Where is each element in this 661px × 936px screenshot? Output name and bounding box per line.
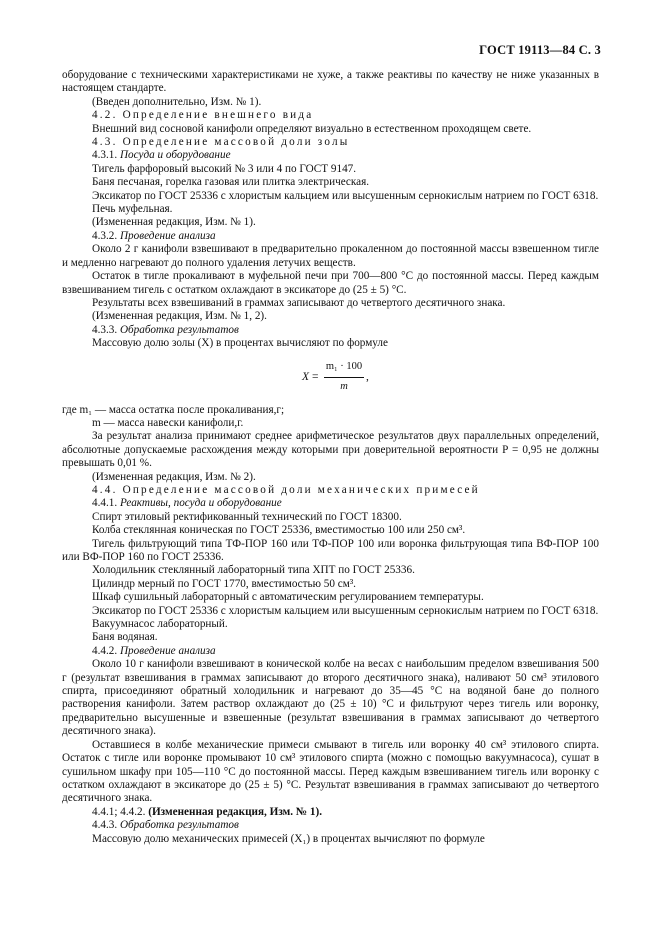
paragraph: Баня водяная. [92, 631, 158, 644]
subsection-title: Посуда и оборудование [119, 149, 231, 162]
subsection-number: 4.3.2. [92, 229, 118, 242]
paragraph: Цилиндр мерный по ГОСТ 1770, вместимостью 50 см³. [92, 577, 356, 590]
subsection-number: 4.4.3. [92, 819, 118, 832]
subsection-title: Обработка результатов [119, 323, 239, 336]
subsection-title: Проведение анализа [119, 644, 216, 657]
subsection-heading [62, 324, 599, 337]
paragraph: Вакуумнасос лабораторный. [92, 618, 228, 631]
subsection-title: Реактивы, посуда и оборудование [119, 497, 282, 510]
paragraph: оборудование с техническими характеристиками не хуже, а также реактивы по качеству не ниже указанных в настоящем стандарте. [62, 69, 599, 95]
formula-denominator: m [340, 380, 348, 392]
paragraph: Около 10 г канифоли взвешивают в конической колбе на весах с наибольшим пределом взвешивания 500 г (результат взвешивания в граммах записывают до второго десятичного знака), наливают 50 см³ этилового спирта, присоединяют обратный холодильник и нагревают до 35—45 °С на водяной бане до полного растворения канифоли. Затем раствор охлаждают до (25 ± 10) °С и фильтруют через тигель или воронку, предварительно высушенные и взвешенные (результат взвешивания в граммах записывают до четвертого десятичного знака). [62, 658, 599, 738]
fraction-bar [324, 377, 364, 378]
paragraph: Массовую долю золы (X) в процентах вычисляют по формуле [92, 337, 388, 350]
section-heading: 4.3. Определение массовой доли золы [92, 136, 350, 149]
paragraph: Холодильник стеклянный лабораторный типа ХПТ по ГОСТ 25336. [92, 564, 415, 577]
amendment-note [62, 806, 599, 819]
paragraph: (Измененная редакция, Изм. № 2). [92, 470, 256, 483]
paragraph: Эксикатор по ГОСТ 25336 с хлористым кальцием или высушенным сернокислым натрием по ГОСТ 6318. [92, 189, 599, 202]
formula-ash [62, 354, 599, 400]
subsection-title: Проведение анализа [119, 229, 216, 242]
subsection-number: 4.4.1. [92, 497, 118, 510]
page-header: ГОСТ 19113—84 С. 3 [479, 43, 601, 57]
subsection-number: 4.4.2. [92, 644, 118, 657]
paragraph: Остаток в тигле прокаливают в муфельной печи при 700—800 °С до постоянной массы. Перед каждым взвешиванием тигель с остатком охлаждают в эксикаторе до (25 ± 5) °С. [62, 270, 599, 296]
subsection-heading [62, 645, 599, 658]
formula-expression [302, 358, 422, 398]
paragraph: Массовую долю механических примесей (X₁) в процентах вычисляют по формуле [92, 832, 485, 845]
paragraph: Шкаф сушильный лабораторный с автоматическим регулированием температуры. [92, 591, 484, 604]
paragraph: Около 2 г канифоли взвешивают в предварительно прокаленном до постоянной массы взвешенном тигле и медленно нагревают до полного удаления летучих веществ. [62, 243, 599, 269]
formula-numerator: m₁ · 100 [325, 360, 363, 372]
paragraph: За результат анализа принимают среднее арифметическое результатов двух параллельных определений, абсолютные допускаемые расхождения между которыми при доверительной вероятности P = 0,95 не должны превышать 0,01 %. [62, 430, 599, 470]
subsection-heading [62, 230, 599, 243]
subsection-number: 4.3.3. [92, 323, 118, 336]
paragraph: Результаты всех взвешиваний в граммах записывают до четвертого десятичного знака. [92, 296, 506, 309]
amendment-label: (Измененная редакция, Изм. № 1). [148, 805, 323, 818]
paragraph: Печь муфельная. [92, 203, 173, 216]
paragraph: m — масса навески канифоли,г. [92, 416, 244, 429]
section-heading: 4.4. Определение массовой доли механических примесей [92, 483, 480, 496]
paragraph: (Введен дополнительно, Изм. № 1). [92, 95, 262, 108]
paragraph: Баня песчаная, горелка газовая или плитка электрическая. [92, 176, 370, 189]
section-heading: 4.2. Определение внешнего вида [92, 109, 314, 122]
paragraph: Тигель фарфоровый высокий № 3 или 4 по ГОСТ 9147. [92, 162, 357, 175]
paragraph: Внешний вид сосновой канифоли определяют визуально в естественном проходящем свете. [92, 122, 532, 135]
paragraph: Колба стеклянная коническая по ГОСТ 25336, вместимостью 100 или 250 см³. [92, 524, 466, 537]
paragraph: (Измененная редакция, Изм. № 1). [92, 216, 256, 229]
subsection-heading [62, 497, 599, 510]
paragraph: Спирт этиловый ректификованный технический по ГОСТ 18300. [92, 510, 402, 523]
subsection-heading [62, 149, 599, 162]
paragraph: (Измененная редакция, Изм. № 1, 2). [92, 310, 267, 323]
subsection-heading [62, 819, 599, 832]
paragraph: где m₁ — масса остатка после прокаливания,г; [62, 403, 285, 416]
subsection-number: 4.3.1. [92, 149, 118, 162]
paragraph: Тигель фильтрующий типа ТФ-ПОР 160 или ТФ-ПОР 100 или воронка фильтрующая типа ВФ-ПОР 100 или ВФ-ПОР 160 по ГОСТ 25336. [62, 537, 599, 563]
subsection-title: Обработка результатов [119, 819, 239, 832]
formula-comma: , [366, 370, 369, 383]
paragraph: Эксикатор по ГОСТ 25336 с хлористым кальцием или высушенным сернокислым натрием по ГОСТ 6318. [92, 604, 599, 617]
formula-variable: X [302, 370, 310, 383]
amendment-ref: 4.4.1; 4.4.2. [92, 805, 146, 818]
document-body [62, 69, 599, 846]
formula-equals: = [312, 370, 319, 383]
paragraph: Оставшиеся в колбе механические примеси смывают в тигель или воронку 40 см³ этилового спирта. Остаток с тигле или воронке промывают 10 см³ этилового спирта (можно с помощью вакуумнасоса), сушат в сушильном шкафу при 105—110 °С до постоянной массы. Перед каждым взвешиванием тигель или воронку с остатком охлаждают в эксикаторе до (25 ± 5) °С. Результат взвешивания в граммах записывают до четвертого десятичного знака. [62, 738, 599, 805]
